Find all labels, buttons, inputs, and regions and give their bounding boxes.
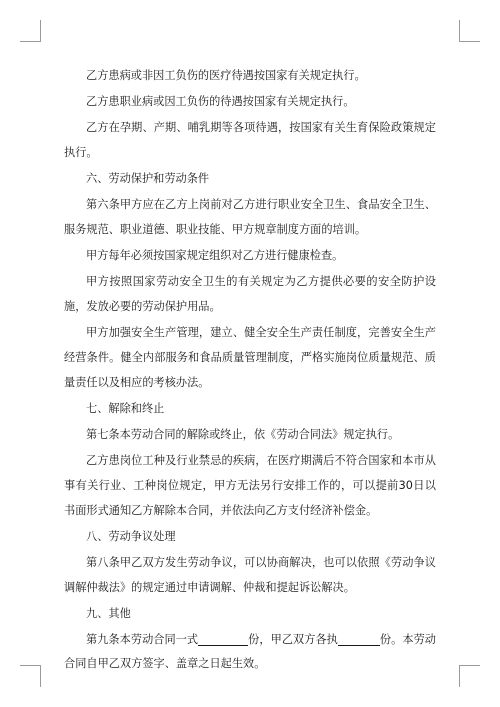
- paragraph-article-7: 第七条本劳动合同的解除或终止，依《劳动合同法》规定执行。: [86, 427, 400, 441]
- paragraph-health-check: 甲方每年必须按国家规定组织对乙方进行健康检查。: [86, 249, 344, 263]
- paragraph-illness-termination: 乙方患岗位工种及行业禁忌的疾病，在医疗期满后不符合国家和本市从事有关行业、工种岗位规定，甲方无法另行安排工作的，可以提前30日以书面形式通知乙方解除本合同，并依法向乙方支付经济补偿金。: [64, 453, 436, 517]
- paragraph-article-6: 第六条甲方应在乙方上岗前对乙方进行职业安全卫生、食品安全卫生、服务规范、职业道德、职业技能、甲方规章制度方面的培训。: [64, 198, 436, 236]
- document-body: [64, 64, 436, 679]
- crop-mark-bottom-left-horizontal: [20, 665, 41, 666]
- paragraph-article-9: [64, 628, 436, 678]
- crop-mark-top-right-horizontal: [459, 41, 480, 42]
- paragraph-maternity: 乙方在孕期、产期、哺乳期等各项待遇，按国家有关生育保险政策规定执行。: [64, 121, 436, 159]
- section-heading-other: 九、其他: [86, 606, 131, 620]
- copies-each-blank[interactable]: [338, 632, 380, 646]
- crop-mark-bottom-left-vertical: [40, 665, 41, 687]
- section-heading-labor-protection: 六、劳动保护和劳动条件: [86, 172, 210, 186]
- crop-mark-bottom-right-horizontal: [459, 665, 480, 666]
- paragraph-protective-equipment: 甲方按照国家劳动安全卫生的有关规定为乙方提供必要的安全防护设施，发放必要的劳动保护用品。: [64, 275, 436, 313]
- crop-mark-top-right-vertical: [459, 20, 460, 41]
- paragraph-occupational-injury: 乙方患职业病或因工负伤的待遇按国家有关规定执行。: [86, 95, 355, 109]
- section-heading-dispute: 八、劳动争议处理: [86, 529, 176, 543]
- crop-mark-bottom-right-vertical: [459, 665, 460, 687]
- article-9-text-part2: 份，甲乙双方各执: [248, 632, 338, 646]
- crop-mark-top-left-vertical: [40, 20, 41, 41]
- crop-mark-top-left-horizontal: [20, 41, 41, 42]
- article-9-text-part3: 份。本劳动合同自甲乙双方签字、盖章之日起生效。: [64, 632, 436, 671]
- paragraph-article-8: 第八条甲乙双方发生劳动争议，可以协商解决，也可以依照《劳动争议调解仲裁法》的规定通过申请调解、仲裁和提起诉讼解决。: [64, 555, 436, 594]
- article-9-text-part1: 第九条本劳动合同一式: [86, 632, 199, 646]
- paragraph-safety-management: 甲方加强安全生产管理，建立、健全安全生产责任制度，完善安全生产经营条件。健全内部服务和食品质量管理制度，严格实施岗位质量规范、质量责任以及相应的考核办法。: [64, 326, 436, 389]
- copies-total-blank[interactable]: [198, 632, 248, 646]
- section-heading-termination: 七、解除和终止: [86, 401, 165, 415]
- paragraph-medical-treatment: 乙方患病或非因工负伤的医疗待遇按国家有关规定执行。: [86, 69, 366, 82]
